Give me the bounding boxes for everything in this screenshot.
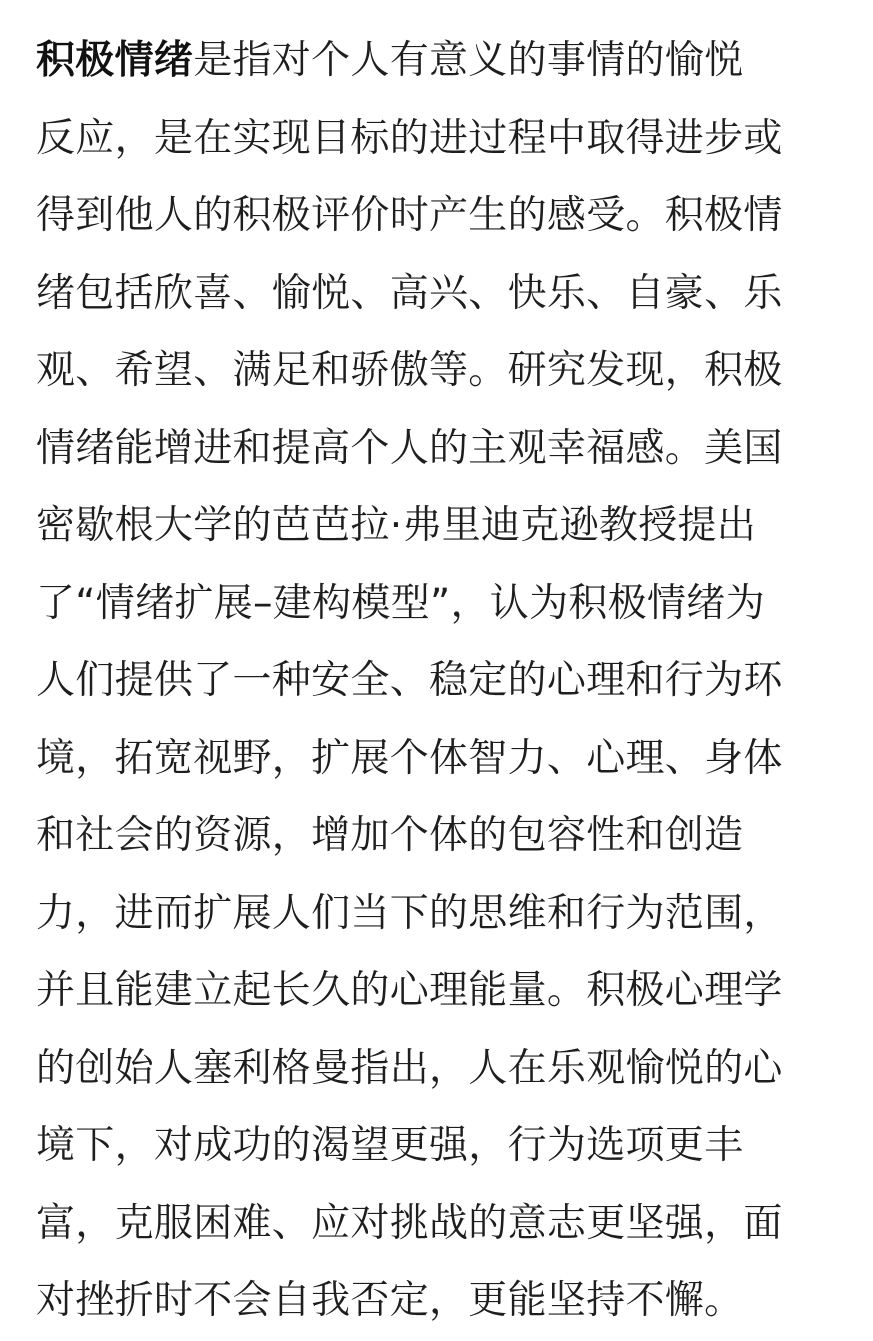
text-line: 观、希望、满足和骄傲等。研究发现，积极: [36, 348, 783, 393]
text-line: 富，克服困难、应对挑战的意志更坚强，面: [36, 1200, 783, 1246]
text-line: 情绪能增进和提高个人的主观幸福感。美国: [36, 425, 783, 471]
text-line: [36, 22, 846, 100]
text-line: 得到他人的积极评价时产生的感受。积极情: [36, 193, 783, 238]
text-line: 对挫折时不会自我否定，更能坚持不懈。: [36, 1278, 744, 1323]
text-line: 境下，对成功的渴望更强，行为选项更丰: [36, 1123, 744, 1168]
key-term: 积极情绪: [36, 38, 194, 83]
text-line: 境，拓宽视野，扩展个体智力、心理、身体: [36, 735, 783, 781]
text-line: 反应，是在实现目标的进过程中取得进步或: [36, 115, 783, 161]
text-line: 力，进而扩展人们当下的思维和行为范围，: [36, 890, 783, 936]
text-line: 和社会的资源，增加个体的包容性和创造: [36, 813, 744, 858]
text-line: 了“情绪扩展–建构模型”，认为积极情绪为: [36, 580, 765, 626]
article-paragraph: [36, 22, 846, 1340]
text-line: 密歇根大学的芭芭拉·弗里迪克逊教授提出: [36, 503, 757, 548]
text-line: 的创始人塞利格曼指出，人在乐观愉悦的心: [36, 1045, 783, 1091]
text-line: 人们提供了一种安全、稳定的心理和行为环: [36, 658, 783, 703]
text-line: 并且能建立起长久的心理能量。积极心理学: [36, 968, 783, 1013]
text-line-content: 是指对个人有意义的事情的愉悦: [193, 38, 744, 83]
text-line: 绪包括欣喜、愉悦、高兴、快乐、自豪、乐: [36, 270, 783, 316]
